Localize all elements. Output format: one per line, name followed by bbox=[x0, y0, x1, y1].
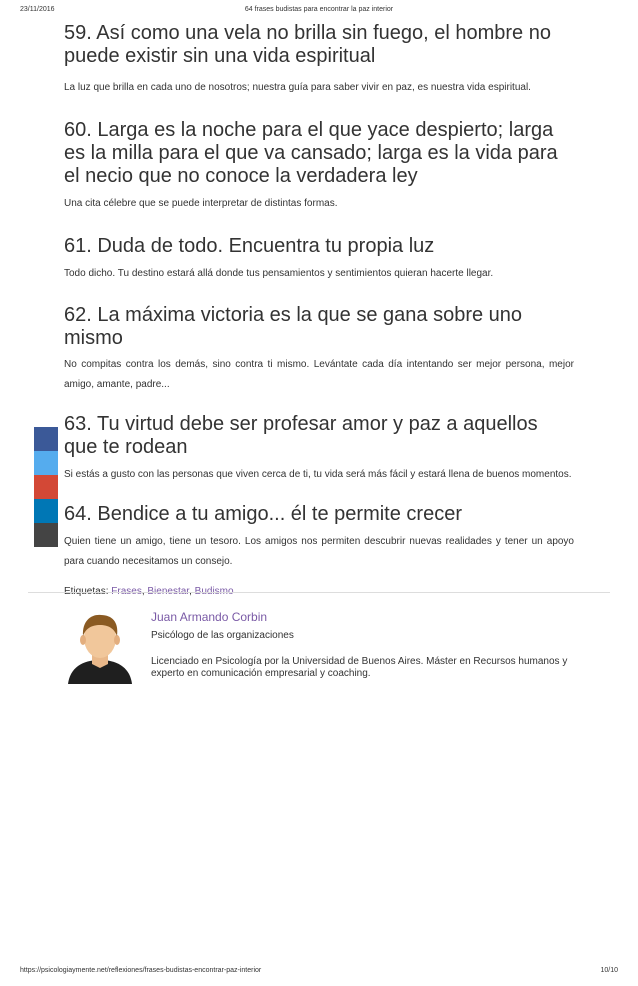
print-header bbox=[20, 6, 618, 18]
article-content bbox=[64, 22, 574, 600]
email-icon[interactable] bbox=[34, 523, 58, 547]
author-divider bbox=[28, 592, 610, 593]
author-info bbox=[151, 608, 571, 680]
linkedin-icon[interactable] bbox=[34, 499, 58, 523]
quote-heading: 61. Duda de todo. Encuentra tu propia luz bbox=[64, 235, 435, 257]
quote-section bbox=[64, 503, 574, 572]
quote-heading: 59. Así como una vela no brilla sin fuego, el hombre no puede existir sin una vida espiritual bbox=[64, 22, 551, 67]
quote-section bbox=[64, 413, 574, 485]
quote-heading: 64. Bendice a tu amigo... él te permite crecer bbox=[64, 503, 462, 525]
quote-text: Una cita célebre que se puede interpretar de distintas formas. bbox=[64, 198, 338, 209]
quote-heading: 63. Tu virtud debe ser profesar amor y paz a aquellos que te rodean bbox=[64, 413, 538, 458]
quote-text: Todo dicho. Tu destino estará allá donde tus pensamientos y sentimientos quieran hacerte llegar. bbox=[64, 268, 494, 279]
print-date: 23/11/2016 bbox=[20, 6, 55, 13]
quote-section bbox=[64, 304, 574, 395]
print-page-number: 10/10 bbox=[600, 967, 618, 974]
print-url: https://psicologiaymente.net/reflexiones/frases-budistas-encontrar-paz-interior bbox=[20, 967, 262, 974]
social-share-bar bbox=[34, 427, 58, 547]
quote-text: Si estás a gusto con las personas que viven cerca de ti, tu vida será más fácil y estará llena de buenos momentos. bbox=[64, 469, 572, 480]
print-footer bbox=[20, 967, 618, 979]
author-name-link[interactable]: Juan Armando Corbin bbox=[151, 610, 268, 624]
author-bio: Licenciado en Psicología por la Universidad de Buenos Aires. Máster en Recursos humanos y experto en comunicación empresarial y coaching. bbox=[151, 656, 568, 679]
author-role: Psicólogo de las organizaciones bbox=[151, 630, 294, 641]
quote-section bbox=[64, 119, 574, 214]
quote-text: No compitas contra los demás, sino contra ti mismo. Levántate cada día intentando ser mejor persona, mejor amigo, amante, padre... bbox=[64, 359, 574, 390]
quote-section bbox=[64, 22, 574, 98]
google-plus-icon[interactable] bbox=[34, 475, 58, 499]
quote-heading: 62. La máxima victoria es la que se gana sobre uno mismo bbox=[64, 304, 523, 349]
print-page-title: 64 frases budistas para encontrar la paz interior bbox=[244, 6, 394, 13]
facebook-icon[interactable] bbox=[34, 427, 58, 451]
twitter-icon[interactable] bbox=[34, 451, 58, 475]
avatar bbox=[64, 608, 136, 684]
quote-text: Quien tiene un amigo, tiene un tesoro. Los amigos nos permiten descubrir nuevas realidades y tener un apoyo para cuando necesitamos un consejo. bbox=[64, 536, 574, 567]
quote-text: La luz que brilla en cada uno de nosotros; nuestra guía para saber vivir en paz, es nuestra vida espiritual. bbox=[64, 82, 531, 93]
quote-heading: 60. Larga es la noche para el que yace despierto; larga es la milla para el que va cansado; larga es la vida para el necio que no conoce la verdadera ley bbox=[64, 119, 558, 187]
quote-section bbox=[64, 235, 574, 284]
